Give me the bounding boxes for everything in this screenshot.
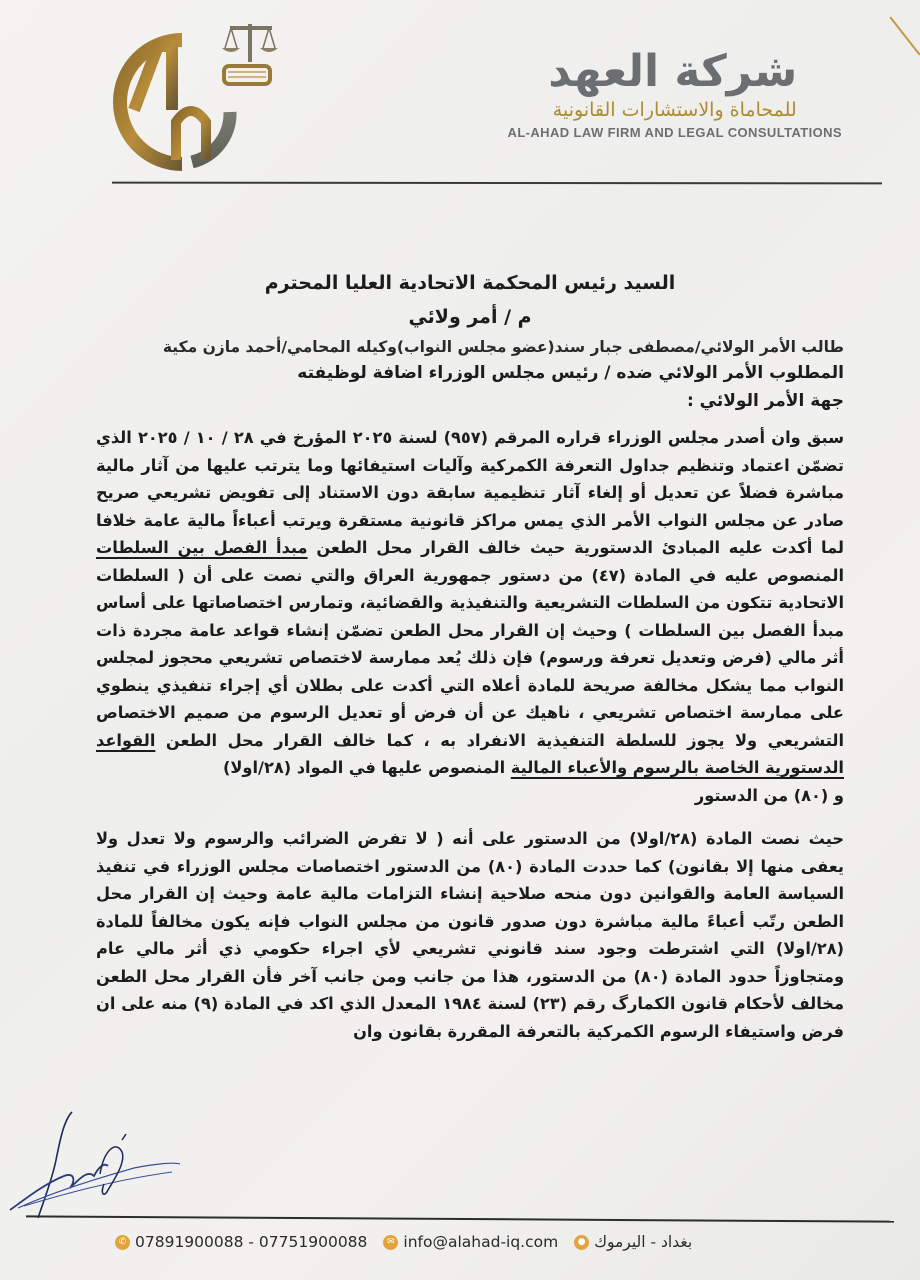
underlined-financial-rules: القواعد الدستورية الخاصة بالرسوم والأعباء المالية	[96, 730, 844, 777]
footer-contacts	[115, 1233, 700, 1251]
phone-icon: ✆	[115, 1235, 130, 1250]
footer-address	[574, 1233, 692, 1251]
footer-email	[383, 1233, 558, 1251]
paragraph-1-last-line: و (٨٠) من الدستور	[694, 785, 844, 805]
paragraph-1	[96, 424, 844, 809]
header-divider	[112, 182, 882, 185]
signature-icon	[4, 1110, 184, 1220]
firm-logo-icon	[112, 22, 284, 177]
brand-name-en: AL-AHAD LAW FIRM AND LEGAL CONSULTATIONS	[507, 124, 842, 140]
phone-numbers[interactable]: 07891900088 - 07751900088	[135, 1233, 368, 1251]
corner-mark	[889, 16, 920, 55]
brand-subtitle-ar: للمحاماة والاستشارات القانونية	[552, 99, 797, 121]
letter-body	[96, 266, 844, 1061]
location-pin-icon: ●	[574, 1235, 589, 1250]
paragraph-1-part-3: المنصوص عليها في المواد (٢٨/اولا)	[222, 758, 511, 777]
underlined-separation-of-powers: مبدأ الفصل بين السلطات	[96, 538, 308, 557]
applicant-line: طالب الأمر الولائي/مصطفى جبار سند(عضو مجلس النواب)وكيله المحامي/أحمد مازن مكية	[162, 338, 844, 356]
section-title: جهة الأمر الولائي :	[686, 391, 844, 411]
brand-name-ar: شركة العهد	[548, 46, 798, 97]
paragraph-1-part-1: سبق وان أصدر مجلس الوزراء قراره المرقم (٩٥٧) لسنة ٢٠٢٥ المؤرخ في ٢٨ / ١٠ / ٢٠٢٥ الذي تضمّن اعتماد وتنظيم جداول التعرفة الكمركية وآليات استيفائها وما يترتب عليها من آثار مالية مباشرة فضلاً عن تعديل أو إلغاء آثار تنظيمية سابقة دون الاستناد إلى تفويض تشريعي صريح صادر عن مجلس النواب الأمر الذي يمس مراكز قانونية مستقرة ويرتب أعباءاً مالية عامة خلافا لما أكدت عليه المبادئ الدستورية حيث خالف القرار محل الطعن	[96, 428, 845, 557]
respondent-line: المطلوب الأمر الولائي ضده / رئيس مجلس الوزراء اضافة لوظيفته	[297, 363, 844, 383]
brand-block	[507, 46, 842, 140]
footer-phones	[115, 1233, 367, 1251]
paragraph-1-part-2: المنصوص عليه في المادة (٤٧) من دستور جمهورية العراق والتي نصت على أن ( السلطات الاتحادية تتكون من السلطات التشريعية والتنفيذية والقضائية، وتمارس اختصاصاتها على أساس مبدأ الفصل بين السلطات ) وحيث إن القرار محل الطعن تضمّن إنشاء قواعد عامة مجردة ذات أثر مالي (فرض وتعديل تعرفة ورسوم) فإن ذلك يُعد ممارسة لاختصاص تشريعي محجوز لمجلس النواب مما يشكل مخالفة صريحة للمادة أعلاه التي أكدت على بطلان أي إجراء تنفيذي ينطوي على ممارسة اختصاص تشريعي ، ناهيك عن أن فرض أو تعديل الرسوم من صميم الاختصاص التشريعي ولا يجوز للسلطة التنفيذية الانفراد به ، كما خالف القرار محل الطعن	[96, 565, 844, 750]
subject-heading: م / أمر ولائي	[408, 306, 532, 328]
addressee-heading: السيد رئيس المحكمة الاتحادية العليا المحترم	[264, 272, 676, 294]
paragraph-2: حيث نصت المادة (٢٨/اولا) من الدستور على أنه ( لا تفرض الضرائب والرسوم ولا تعدل ولا يعفى منها إلا بقانون) كما حددت المادة (٨٠) من الدستور اختصاصات مجلس الوزراء في تنفيذ السياسة العامة والقوانين دون منحه صلاحية إنشاء التزامات مالية عامة وحيث إن القرار محل الطعن رتّب أعباءً مالية مباشرة دون صدور قانون من مجلس النواب فإنه يكون مخالفاً للمادة (٢٨/اولا) التي اشترطت وجود سند قانوني تشريعي لأي اجراء حكومي ذي أثر مالي عام ومتجاوزاً حدود المادة (٨٠) من الدستور، هذا من جانب ومن جانب آخر فأن القرار محل الطعن مخالف لأحكام قانون الكمارگ رقم (٢٣) لسنة ١٩٨٤ المعدل الذي اكد في المادة (٩) منه على ان فرض واستيفاء الرسوم الكمركية بالتعرفة المقررة بقانون وان	[96, 829, 845, 1041]
email-icon: ✉	[383, 1235, 398, 1250]
address-text: بغداد - اليرموك	[594, 1233, 693, 1251]
email-address[interactable]: info@alahad-iq.com	[403, 1233, 559, 1251]
